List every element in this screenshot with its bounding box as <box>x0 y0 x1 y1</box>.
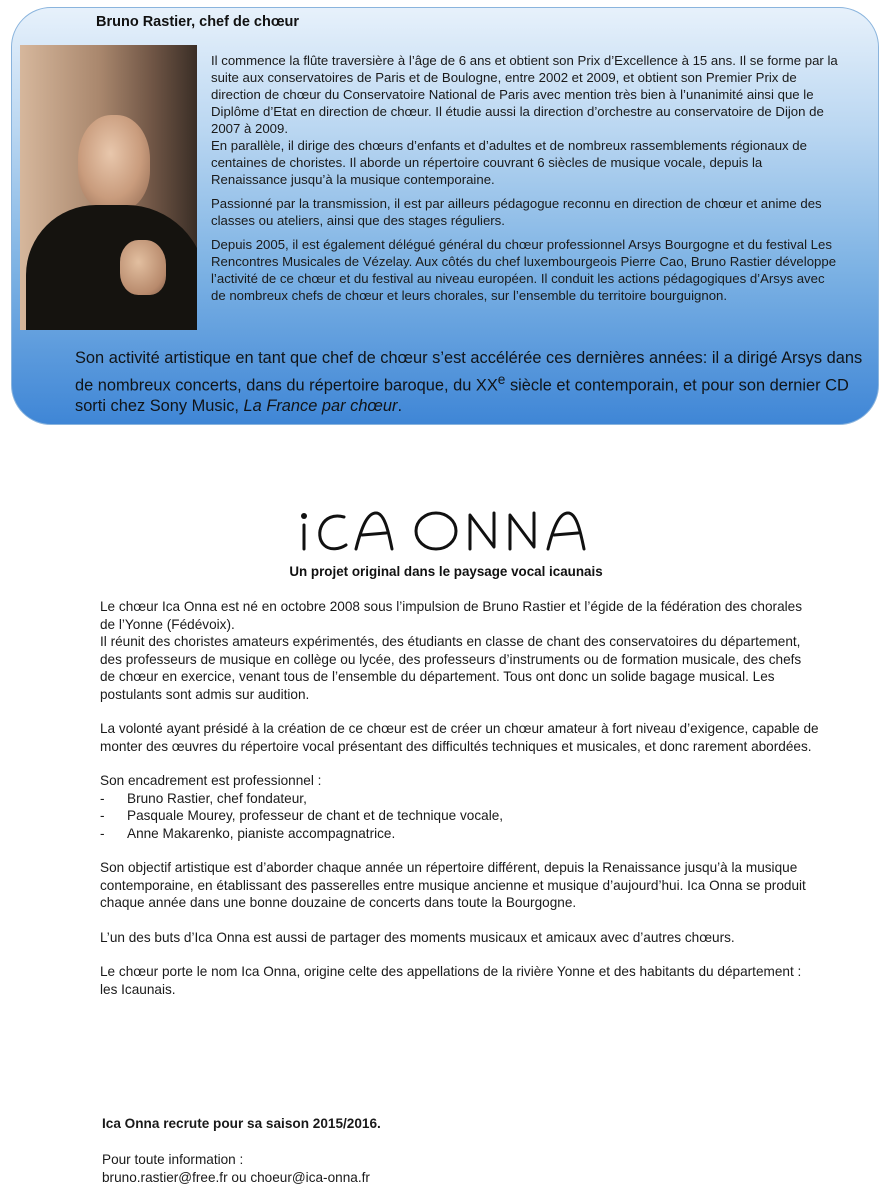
email-link-1[interactable]: bruno.rastier@free.fr <box>102 1170 228 1185</box>
bio-name-heading: Bruno Rastier, chef de chœur <box>96 14 300 30</box>
main-paragraph-7: Le chœur porte le nom Ica Onna, origine celte des appellations de la rivière Yonne et des habitants du département : les Icaunais. <box>100 964 802 997</box>
bio-highlight-paragraph: Son activité artistique en tant que chef de chœur s’est accélérée ces dernières années: il a dirigé Arsys dans de nombreux concerts, dans du répertoire baroque, du XXe siècle et contemporain, et pour son dernier CD sorti chez Sony Music, La France par chœur. <box>75 349 863 416</box>
main-paragraph-1: Le chœur Ica Onna est né en octobre 2008 sous l’impulsion de Bruno Rastier et l’égide de la fédération des chorales de l’Yonne (Fédévoix). <box>100 599 803 632</box>
ica-onna-logo <box>0 505 892 555</box>
subtitle: Un projet original dans le paysage vocal icaunais <box>289 564 603 579</box>
main-paragraph-4: Son encadrement est professionnel : <box>100 773 322 788</box>
recruitment-notice: Ica Onna recrute pour sa saison 2015/2016. <box>102 1116 381 1131</box>
bio-paragraph-3: Depuis 2005, il est également délégué général du chœur professionnel Arsys Bourgogne et du festival Les Rencontres Musicales de Vézelay. Aux côtés du chef luxembourgeois Pierre Cao, Bruno Rastier développe l’activité de ce chœur et du festival au niveau européen. Il conduit les actions pédagogiques d’Arsys avec de nombreux chefs de chœur et leurs chorales, sur l’ensemble du territoire bourguignon. <box>211 237 837 303</box>
main-paragraph-3: La volonté ayant présidé à la création de ce chœur est de créer un chœur amateur à fort niveau d’exigence, capable de monter des œuvres du répertoire vocal présentant des difficultés techniques et musicales, et donc rarement abordées. <box>100 721 819 754</box>
list-item: - Bruno Rastier, chef fondateur, <box>100 790 307 806</box>
list-item: - Anne Makarenko, pianiste accompagnatrice. <box>100 825 396 841</box>
main-paragraph-5: Son objectif artistique est d’aborder chaque année un répertoire différent, depuis la Renaissance jusqu’à la musique contemporaine, en établissant des passerelles entre musique ancienne et musique d’aujourd’hui. Ica Onna se produit chaque année dans une bonne douzaine de concerts dans toute la Bourgogne. <box>100 860 806 910</box>
main-paragraph-2: Il réunit des choristes amateurs expérimentés, des étudiants en classe de chant des conservatoires du département, des professeurs de musique en collège ou lycée, des professeurs d’instruments ou de formation musicale, des chefs de chœur en exercice, venant tous de l’ensemble du département. Tous ont donc un solide bagage musical. Les postulants sont admis sur audition. <box>100 634 802 702</box>
email-link-2[interactable]: choeur@ica-onna.fr <box>250 1170 370 1185</box>
portrait-photo <box>20 45 197 330</box>
bio-text <box>211 52 841 311</box>
main-paragraph-6: L’un des buts d’Ica Onna est aussi de partager des moments musicaux et amicaux avec d’autres chœurs. <box>100 929 735 945</box>
list-item: - Pasquale Mourey, professeur de chant et de technique vocale, <box>100 808 504 823</box>
contact-emails: bruno.rastier@free.fr ou choeur@ica-onna.fr <box>102 1170 370 1185</box>
logo-i-dot <box>301 513 307 519</box>
bio-paragraph-1a: Il commence la flûte traversière à l’âge de 6 ans et obtient son Prix d’Excellence à 15 ans. Il se forme par la suite aux conservatoires de Paris et de Boulogne, entre 2002 et 2009, et obtient son Premier Prix de direction de chœur du Conservatoire National de Paris avec mention très bien à l’unanimité ainsi que le Diplôme d’Etat en direction de chœur. Il étudie aussi la direction d’orchestre au conservatoire de Dijon de 2007 à 2009. <box>211 53 838 136</box>
contact-info <box>102 1151 370 1187</box>
main-text <box>100 598 820 998</box>
logo-lettering <box>296 505 596 555</box>
contact-label: Pour toute information : <box>102 1152 244 1167</box>
cd-title: La France par chœur <box>243 397 398 416</box>
bio-paragraph-2: Passionné par la transmission, il est par ailleurs pédagogue reconnu en direction de chœur et anime des classes ou ateliers, ainsi que des stages réguliers. <box>211 196 822 228</box>
bio-paragraph-1b: En parallèle, il dirige des chœurs d’enfants et d’adultes et de nombreux rassemblements régionaux de centaines de choristes. Il aborde un répertoire couvrant 6 siècles de musique vocale, depuis la Renaissance jusqu’à la musique contemporaine. <box>211 138 807 187</box>
